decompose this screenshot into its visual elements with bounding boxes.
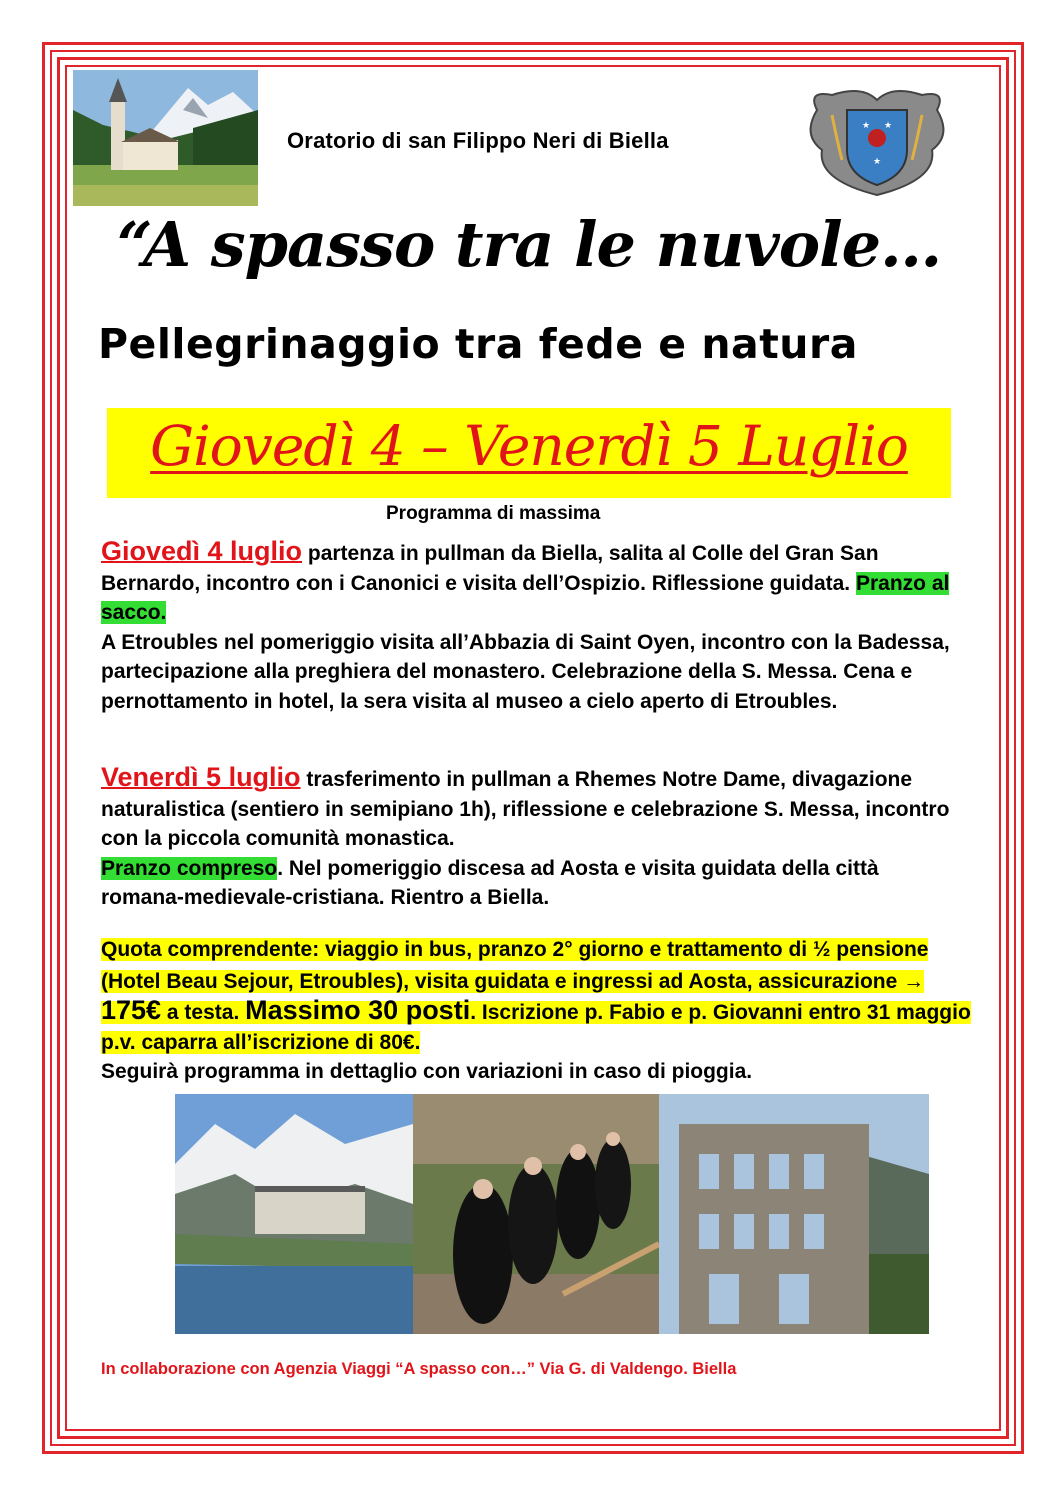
day2-description — [101, 763, 961, 913]
arrow-icon: → — [903, 969, 925, 993]
aosta-roman-theatre-photo — [659, 1094, 929, 1334]
svg-text:★: ★ — [884, 120, 893, 130]
church-mountain-photo — [73, 70, 258, 206]
event-dates: Giovedì 4 – Venerdì 5 Luglio — [150, 414, 908, 478]
main-title: “A spasso tra le nuvole… — [116, 208, 942, 281]
quota-info — [101, 935, 971, 1087]
program-heading: Programma di massima — [386, 503, 601, 524]
footer-collaboration: In collaborazione con Agenzia Viaggi “A spasso con…” Via G. di Valdengo. Biella — [101, 1360, 737, 1378]
quota-price: 175€ — [101, 995, 162, 1025]
quota-details: Quota comprendente: viaggio in bus, pranzo 2° giorno e trattamento di ½ pensione (Hotel Beau Sejour, Etroubles), visita guidata e ingressi ad Aosta, assicurazione — [101, 938, 929, 993]
svg-text:★: ★ — [873, 156, 882, 166]
day2-label: Venerdì 5 luglio — [101, 762, 301, 792]
day1-lunch-highlight: Pranzo al sacco. — [101, 571, 950, 624]
day1-afternoon-text: A Etroubles nel pomeriggio visita all’Abbazia di Saint Oyen, incontro con la Badessa, partecipazione alla preghiera del monastero. Celebrazione della S. Messa. Cena e pernottamento in hotel, la sera visita al museo a cielo aperto di Etroubles. — [101, 630, 950, 713]
quota-per-person: a testa. — [161, 1001, 246, 1024]
subtitle: Pellegrinaggio tra fede e natura — [98, 320, 858, 368]
day2-lunch-highlight: Pranzo compreso — [101, 856, 278, 880]
crest-emblem — [802, 80, 952, 200]
nuns-procession-photo — [413, 1094, 659, 1334]
gran-san-bernardo-photo — [175, 1094, 413, 1334]
svg-text:★: ★ — [862, 120, 871, 130]
day2-afternoon-text: . Nel pomeriggio discesa ad Aosta e visita guidata della città romana-medievale-cristiana. Rientro a Biella. — [101, 856, 879, 909]
day1-text: partenza in pullman da Biella, salita al Colle del Gran San Bernardo, incontro con i Canonici e visita dell’Ospizio. Riflessione guidata. — [101, 542, 879, 595]
quota-note: Seguirà programma in dettaglio con variazioni in caso di pioggia. — [101, 1060, 753, 1083]
day1-description — [101, 537, 961, 716]
quota-seats: Massimo 30 posti — [245, 995, 471, 1025]
quota-registration: . Iscrizione p. Fabio e p. Giovanni entro 31 maggio p.v. caparra all’iscrizione di 80€. — [101, 1001, 971, 1054]
day1-label: Giovedì 4 luglio — [101, 536, 303, 566]
day2-text: trasferimento in pullman a Rhemes Notre Dame, divagazione naturalistica (sentiero in semipiano 1h), riflessione e celebrazione S. Messa, incontro con la piccola comunità monastica. — [101, 768, 950, 850]
quota-text — [101, 938, 971, 1054]
organization-name: Oratorio di san Filippo Neri di Biella — [287, 128, 669, 153]
